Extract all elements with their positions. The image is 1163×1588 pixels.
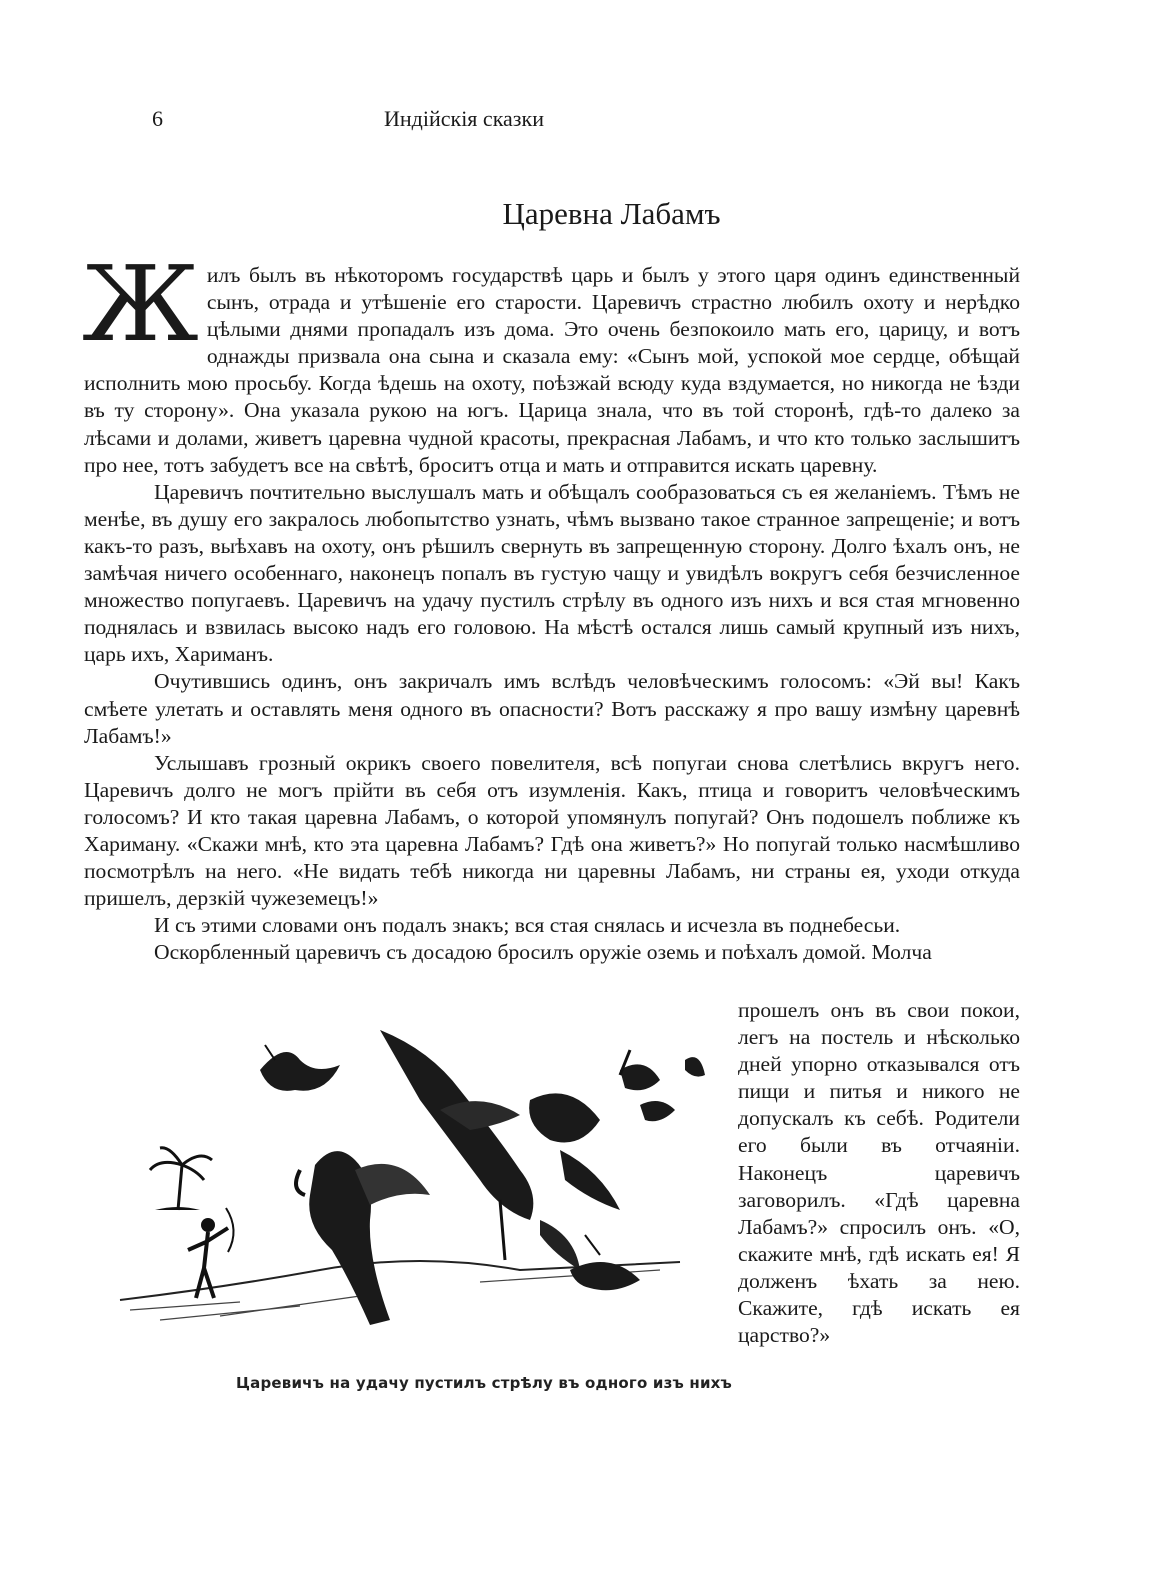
page-number: 6	[152, 106, 163, 131]
parrot-illustration	[100, 1020, 720, 1360]
drop-cap: Ж	[82, 243, 199, 365]
flying-bird-icon-2	[620, 1050, 660, 1090]
paragraph-2: Царевичъ почтительно выслушалъ мать и обѣщалъ сообразоваться съ ея желаніемъ. Тѣмъ не менѣе, въ душу его закралось любопытство узнать, чѣмъ вызвано такое странное запрещеніе; и вотъ какъ-то разъ, выѣхавъ на охоту, онъ рѣшилъ свернуть въ запрещенную сторону. Долго ѣхалъ онъ, не замѣчая ничего особеннаго, наконецъ попалъ въ густую чащу и увидѣлъ вокругъ себя безчисленное множество попугаевъ. Царевичъ на удачу пустилъ стрѣлу въ одного изъ нихъ и вся стая мгновенно поднялась и взвилась высоко надъ его головою. На мѣстѣ остался лишь самый крупный изъ нихъ, царь ихъ, Хариманъ.	[84, 479, 1020, 667]
paragraph-5: И съ этими словами онъ подалъ знакъ; вся стая снялась и исчезла въ поднебесьи.	[154, 913, 901, 938]
figure-caption: Царевичъ на удачу пустилъ стрѣлу въ одного изъ нихъ	[236, 1374, 733, 1392]
palm-tree-icon	[150, 1148, 212, 1210]
paragraph-4: Услышавъ грозный окрикъ своего повелителя, всѣ попугаи снова слетѣлись вкругъ него. Царевичъ долго не могъ прійти въ себя отъ изумленія. Какъ, птица и говоритъ человѣческимъ голосомъ? И кто такая царевна Лабамъ, о которой упомянулъ попугай? Онъ подошелъ поближе къ Хариману. «Скажи мнѣ, кто эта царевна Лабамъ? Гдѣ она живетъ?» Но попугай только насмѣшливо посмотрѣлъ на него. «Не видать тебѣ никогда ни царевны Лабамъ, ни страны ея, уходи откуда пришелъ, дерзкій чужеземецъ!»	[84, 750, 1020, 911]
story-title: Царевна Лабамъ	[502, 196, 721, 231]
flying-bird-icon-5	[570, 1235, 640, 1290]
paragraph-1	[82, 243, 1020, 479]
flying-bird-icon-1	[260, 1045, 340, 1091]
running-head: Индійскія сказки	[384, 106, 544, 131]
paragraph-6: Оскорбленный царевичъ съ досадою бросилъ оружіе оземь и поѣхалъ домой. Молча	[154, 940, 932, 965]
paragraph-1-text: илъ былъ въ нѣкоторомъ государствѣ царь и былъ у этого царя одинъ единственный сынъ, отрада и утѣшеніе его старости. Царевичъ страстно любилъ охоту и нерѣдко цѣлыми днями пропадалъ изъ дома. Это очень безпокоило мать его, царицу, и вотъ однажды призвала она сына и сказала ему: «Сынъ мой, успокой мое сердце, обѣщай исполнить мою просьбу. Когда ѣдешь на охоту, поѣзжай всюду куда вздумается, но никогда не ѣзди въ ту сторону». Она указала рукою на югъ. Царица знала, что въ той сторонѣ, гдѣ-то далеко за лѣсами и долами, живетъ царевна чудной красоты, прекрасная Лабамъ, и что кто только заслышитъ про нее, тотъ забудетъ все на свѣтѣ, броситъ отца и мать и отправится искать царевну.	[84, 263, 1020, 477]
paragraph-3: Очутившись одинъ, онъ закричалъ имъ вслѣдъ человѣческимъ голосомъ: «Эй вы! Какъ смѣете улетать и оставлять меня одного въ опасности? Вотъ расскажу я про вашу измѣну царевнѣ Лабамъ!»	[84, 669, 1020, 748]
perched-parrot-icon	[296, 1151, 430, 1325]
diving-parrot-icon	[380, 1030, 533, 1260]
parrot-flock-icon	[529, 1093, 620, 1270]
body-text	[82, 243, 1020, 966]
wrap-text-column	[738, 997, 1020, 1349]
flying-bird-icon-3	[640, 1101, 675, 1121]
flying-bird-icon-4	[685, 1057, 705, 1077]
paragraph-6-continued: прошелъ онъ въ свои покои, легъ на постель и нѣсколько дней упорно отказывался отъ пищи и питья и никого не допускалъ къ себѣ. Родители его были въ отчаяніи. Наконецъ царевичъ заговорилъ. «Гдѣ царевна Лабамъ?» спросилъ онъ. «О, скажите мнѣ, гдѣ искать ея! Я долженъ ѣхать за нею. Скажите, гдѣ искать ея царство?»	[738, 998, 1020, 1348]
